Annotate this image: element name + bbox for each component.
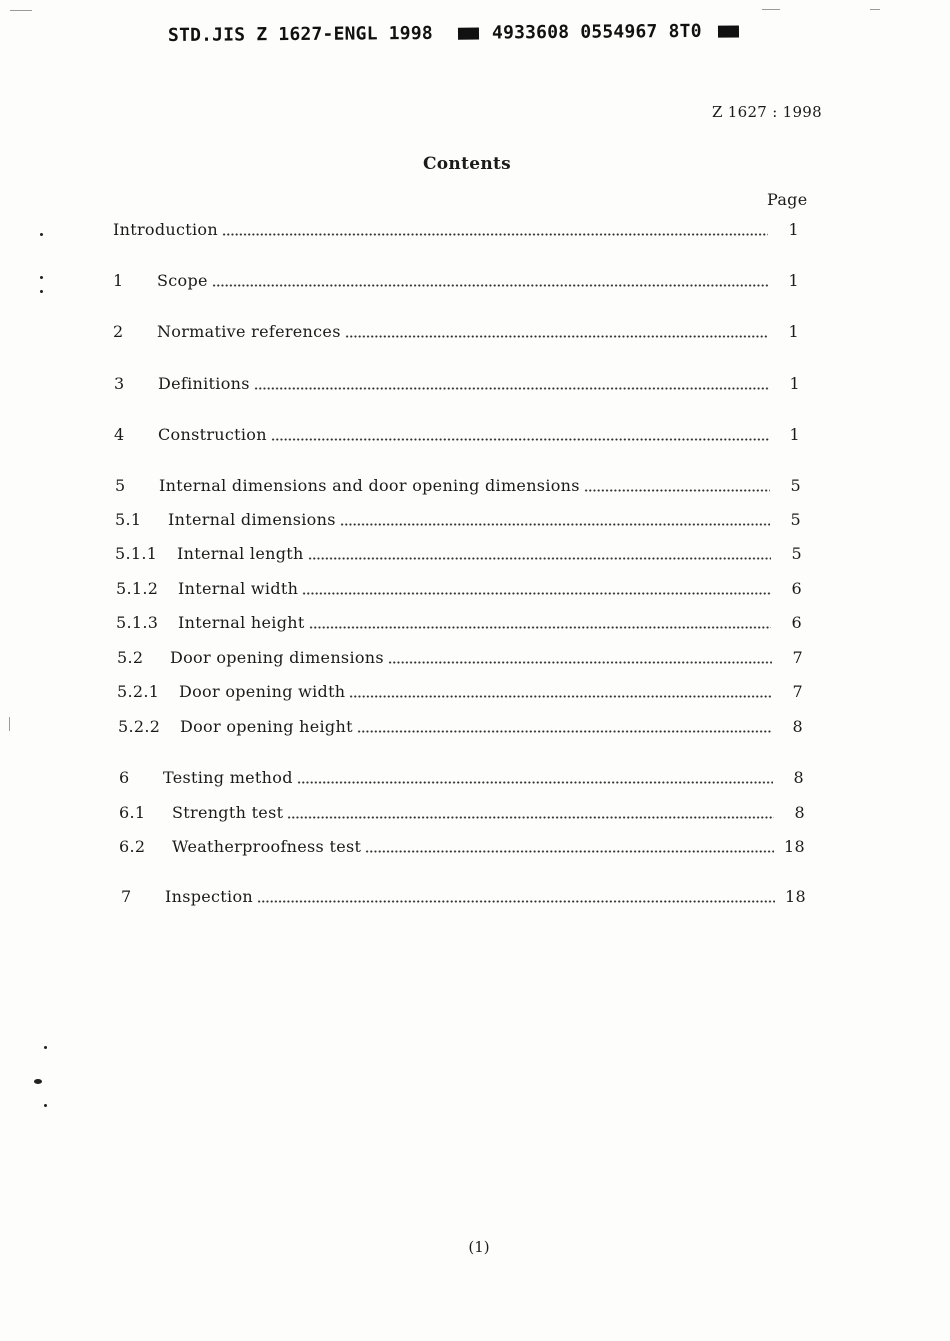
toc-entry-page: 6 <box>791 579 802 598</box>
dot-leader <box>308 557 771 560</box>
dot-leader <box>271 438 769 441</box>
toc-entry-title: Normative references <box>157 322 341 341</box>
toc-entry-title: Internal width <box>178 579 299 598</box>
toc-entry-number: 7 <box>121 887 132 906</box>
scan-line <box>762 9 780 10</box>
toc-entry-title: Inspection <box>165 887 253 906</box>
toc-entry-internal-dimensions <box>115 509 801 531</box>
scan-line <box>9 717 10 731</box>
page-title: Contents <box>422 154 512 174</box>
toc-entry-number: 1 <box>113 271 124 290</box>
scan-line <box>10 10 32 11</box>
toc-entry-weatherproofness-test <box>119 836 805 858</box>
stamp-serial-number: 4933608 0554967 8T0 <box>491 20 702 44</box>
dot-leader <box>302 592 771 595</box>
dot-leader <box>287 816 774 819</box>
toc-entry-number: 2 <box>113 322 124 341</box>
stamp-document-code: STD.JIS Z 1627-ENGL 1998 <box>167 22 433 46</box>
stamp-block <box>718 26 739 38</box>
toc-entry-internal-and-door-opening-dimensions <box>115 475 801 497</box>
toc-entry-title: Door opening width <box>179 682 346 701</box>
toc-entry-title: Internal height <box>178 613 305 632</box>
toc-entry-door-opening-dimensions <box>117 647 803 669</box>
dot-leader <box>365 850 774 853</box>
toc-entry-number: 3 <box>114 374 125 393</box>
dot-leader <box>257 900 775 903</box>
toc-entry-page: 1 <box>789 374 800 393</box>
toc-entry-internal-height <box>116 612 802 634</box>
toc-entry-title: Introduction <box>113 220 218 239</box>
toc-entry-title: Construction <box>158 425 267 444</box>
toc-entry-title: Weatherproofness test <box>172 837 362 856</box>
toc-entry-normative-references <box>113 321 799 343</box>
toc-entry-testing-method <box>119 767 804 789</box>
toc-entry-number: 5.2.1 <box>117 682 160 701</box>
toc-entry-construction <box>114 424 800 446</box>
toc-entry-internal-length <box>115 543 802 565</box>
toc-entry-internal-width <box>116 578 802 600</box>
toc-entry-page: 5 <box>790 476 801 495</box>
toc-entry-page: 7 <box>792 648 803 667</box>
toc-entry-page: 8 <box>794 803 805 822</box>
toc-entry-title: Internal length <box>177 544 304 563</box>
toc-entry-strength-test <box>119 802 805 824</box>
toc-entry-number: 5.2.2 <box>118 717 161 736</box>
toc-entry-introduction <box>113 219 799 241</box>
toc-entry-definitions <box>114 373 800 395</box>
dot-leader <box>349 695 772 698</box>
stamp-block <box>458 28 479 40</box>
scan-line <box>870 9 880 10</box>
dot-leader <box>297 781 773 784</box>
toc-entry-page: 8 <box>793 768 804 787</box>
toc-entry-number: 5 <box>115 476 126 495</box>
toc-entry-page: 1 <box>788 322 799 341</box>
toc-entry-number: 6 <box>119 768 130 787</box>
toc-entry-page: 5 <box>790 510 801 529</box>
toc-entry-page: 1 <box>789 425 800 444</box>
scan-speck <box>34 1079 42 1084</box>
dot-leader <box>345 335 768 338</box>
footer-page-number: (1) <box>468 1238 490 1256</box>
toc-entry-inspection <box>121 886 806 908</box>
toc-entry-page: 18 <box>784 837 805 856</box>
toc-entry-door-opening-height <box>118 716 803 738</box>
toc-entry-page: 6 <box>791 613 802 632</box>
toc-entry-page: 8 <box>792 717 803 736</box>
toc-entry-number: 5.1.1 <box>115 544 158 563</box>
scan-speck <box>40 233 43 236</box>
toc-entry-title: Strength test <box>172 803 284 822</box>
toc-entry-title: Definitions <box>158 374 250 393</box>
scan-speck <box>44 1046 47 1049</box>
toc-entry-door-opening-width <box>117 681 803 703</box>
toc-entry-number: 5.1 <box>115 510 142 529</box>
toc-entry-title: Testing method <box>163 768 293 787</box>
toc-entry-scope <box>113 270 799 292</box>
scan-speck <box>40 276 43 279</box>
toc-entry-number: 4 <box>114 425 125 444</box>
toc-entry-page: 1 <box>788 271 799 290</box>
toc-entry-number: 5.2 <box>117 648 144 667</box>
toc-entry-title: Internal dimensions and door opening dimensions <box>159 476 580 495</box>
header-stamp <box>168 20 748 47</box>
scan-speck <box>40 290 43 293</box>
dot-leader <box>222 233 768 236</box>
toc-entry-number: 6.1 <box>119 803 146 822</box>
dot-leader <box>584 489 770 492</box>
toc-entry-page: 1 <box>788 220 799 239</box>
dot-leader <box>212 284 768 287</box>
dot-leader <box>357 730 772 733</box>
toc-entry-page: 5 <box>791 544 802 563</box>
toc-entry-number: 5.1.2 <box>116 579 159 598</box>
toc-entry-page: 7 <box>792 682 803 701</box>
toc-entry-title: Door opening height <box>180 717 353 736</box>
scan-speck <box>44 1104 47 1107</box>
dot-leader <box>254 387 769 390</box>
dot-leader <box>388 661 772 664</box>
toc-entry-title: Door opening dimensions <box>170 648 384 667</box>
toc-entry-title: Scope <box>157 271 208 290</box>
toc-entry-number: 5.1.3 <box>116 613 159 632</box>
toc-entry-page: 18 <box>785 887 806 906</box>
toc-entry-number: 6.2 <box>119 837 146 856</box>
dot-leader <box>340 523 770 526</box>
standard-number: Z 1627 : 1998 <box>711 103 822 121</box>
page-column-label: Page <box>767 190 808 209</box>
toc-entry-title: Internal dimensions <box>168 510 336 529</box>
dot-leader <box>309 626 771 629</box>
